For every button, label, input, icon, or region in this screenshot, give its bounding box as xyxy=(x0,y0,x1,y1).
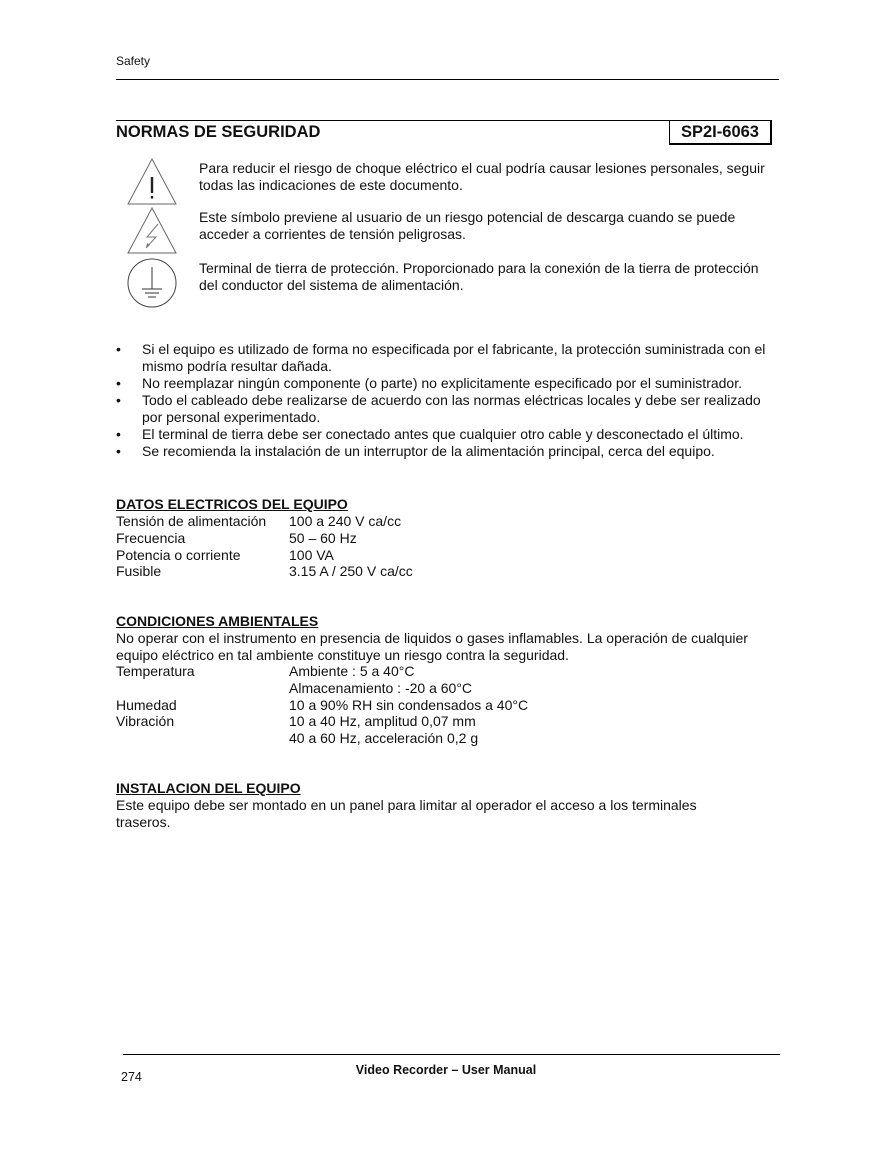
manual-title: Video Recorder – User Manual xyxy=(355,1063,537,1077)
table-row: Potencia o corriente 100 VA xyxy=(116,546,334,563)
safety-rules-list xyxy=(116,341,781,460)
header-rule xyxy=(116,79,779,80)
environment-data-table xyxy=(116,663,776,747)
section-title-electrical: DATOS ELECTRICOS DEL EQUIPO xyxy=(116,496,348,512)
symbol-description: Para reducir el riesgo de choque eléctrico el cual podría causar lesiones personales, seguir todas las indicaciones de este documento. xyxy=(199,160,765,193)
page-number: 274 xyxy=(121,1070,142,1084)
table-row: Vibración 10 a 40 Hz, amplitud 0,07 mm xyxy=(116,713,476,730)
electric-shock-warning-icon xyxy=(126,206,178,256)
section-title-installation: INSTALACION DEL EQUIPO xyxy=(116,780,301,796)
installation-text: Este equipo debe ser montado en un panel para limitar al operador el acceso a los terminales traseros. xyxy=(116,797,697,830)
list-item: • El terminal de tierra debe ser conectado antes que cualquier otro cable y desconectado el último. xyxy=(116,426,744,442)
table-row: Tensión de alimentación 100 a 240 V ca/cc xyxy=(116,513,402,529)
symbol-description: Este símbolo previene al usuario de un riesgo potencial de descarga cuando se puede acceder a corrientes de tensión peligrosas. xyxy=(199,209,736,242)
bullet-mark: • xyxy=(116,443,121,459)
page-title: NORMAS DE SEGURIDAD xyxy=(116,123,321,141)
environment-intro: No operar con el instrumento en presencia de liquidos o gases inflamables. La operación de cualquier equipo eléctrico en tal ambiente constituye un riesgo contra la seguridad. xyxy=(116,630,748,663)
section-title-environment: CONDICIONES AMBIENTALES xyxy=(116,613,319,629)
symbol-description: Terminal de tierra de protección. Proporcionado para la conexión de la tierra de protección del conductor del sistema de alimentación. xyxy=(199,260,759,293)
title-bar xyxy=(116,120,772,145)
list-item: • Se recomienda la instalación de un interruptor de la alimentación principal, cerca del equipo. xyxy=(116,443,715,459)
document-code: SP2I-6063 xyxy=(669,121,772,145)
bullet-mark: • xyxy=(116,426,121,442)
table-row: 40 a 60 Hz, acceleración 0,2 g xyxy=(289,730,479,747)
bullet-mark: • xyxy=(116,375,121,391)
table-row: Almacenamiento : -20 a 60°C xyxy=(289,679,473,696)
warning-exclamation-icon xyxy=(126,157,178,207)
bullet-mark: • xyxy=(116,341,121,357)
protective-earth-icon xyxy=(126,258,178,308)
list-item: • Todo el cableado debe realizarse de acuerdo con las normas eléctricas locales y debe ser realizado por personal experimentado. xyxy=(116,392,761,425)
list-item: • Si el equipo es utilizado de forma no especificada por el fabricante, la protección suministrada con el mismo podría resultar dañada. xyxy=(116,341,766,374)
table-row: Frecuencia 50 – 60 Hz xyxy=(116,529,357,546)
bullet-mark: • xyxy=(116,392,121,408)
table-row: Temperatura Ambiente : 5 a 40°C xyxy=(116,663,415,679)
table-row: Fusible 3.15 A / 250 V ca/cc xyxy=(116,563,413,580)
list-item: • No reemplazar ningún componente (o parte) no explicitamente especificado por el suministrador. xyxy=(116,375,742,391)
footer-rule xyxy=(123,1054,780,1055)
electrical-data-table xyxy=(116,513,776,580)
running-header: Safety xyxy=(116,54,151,68)
table-row: Humedad 10 a 90% RH sin condensados a 40°C xyxy=(116,696,529,713)
